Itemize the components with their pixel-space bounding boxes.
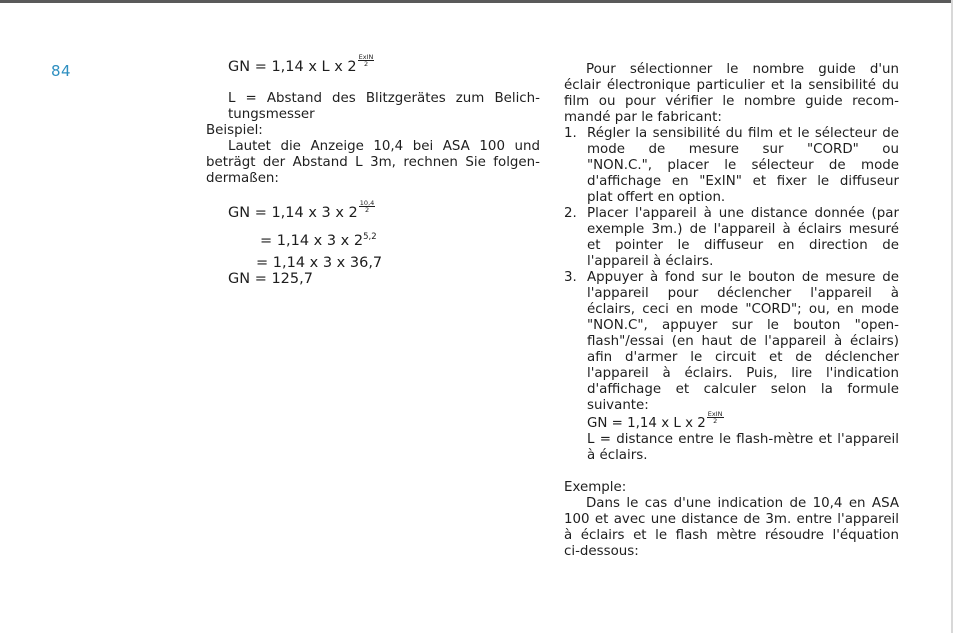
top-border [0, 0, 953, 3]
example-line: Dans le cas d'une indication de 10,4 en ASA [586, 496, 899, 511]
definition-line: tungsmesser [228, 107, 315, 122]
list-item: 2. Placer l'appareil à une distance donnée (par exemple 3m.) de l'appareil à éclairs mesuré et pointer le diffuseur en direction de l'appareil à éclairs. [564, 206, 899, 269]
example-heading: Beispiel: [206, 123, 263, 138]
calc-step-1: GN = 1,14 x 3 x 2 $\frac{10,4}{2}$ [228, 199, 375, 221]
intro-text [564, 62, 899, 126]
example-line: 100 et avec une distance de 3m. entre l'appareil [564, 512, 899, 527]
list-item: 1. Régler la sensibilité du film et le sélecteur de mode de mesure sur "CORD" ou "NON.C.", placer le sélecteur de mode d'affichage en "ExIN" et fixer le diffuseur plat offert en option. [564, 126, 899, 205]
example-text [564, 496, 899, 560]
list-item: 3. Appuyer à fond sur le bouton de mesure de l'appareil pour déclencher l'appareil à éclairs, ceci en mode "CORD"; ou, en mode "NON.C", appuyer sur le bouton "open- flash"/essai (en haut de l'appareil à éclairs) afin d'armer le circuit et de déclencher l'appareil à éclairs. Puis, lire l'indication d'affichage et calculer selon la formule suivante: [564, 270, 899, 413]
intro-line: film ou pour vérifier le nombre guide recom- [564, 94, 899, 109]
calc-step-3: = 1,14 x 3 x 36,7 [256, 255, 383, 271]
formula: GN = 1,14 x L x 2 $\frac{\text{ExIN}}{2}$ [587, 410, 723, 431]
intro-line: éclair électronique particulier et la sensibilité du [564, 78, 899, 93]
formula-exponent: $\frac{\text{ExIN}}{2}$ [358, 53, 374, 68]
formula-exponent: $\frac{\text{ExIN}}{2}$ [707, 410, 723, 425]
formula [228, 53, 540, 75]
formula-lhs: GN = 1,14 x L x 2 [228, 59, 357, 75]
step-number: 1. [564, 126, 577, 141]
example-line: beträgt der Abstand L 3m, rechnen Sie folgen- [206, 155, 540, 170]
example-heading: Exemple: [564, 480, 627, 495]
steps-list [564, 126, 899, 414]
example-text [206, 139, 540, 187]
step-number: 2. [564, 206, 577, 221]
intro-line: Pour sélectionner le nombre guide d'un [586, 62, 899, 77]
calc-step-4: GN = 125,7 [228, 271, 313, 287]
calc-step-2: = 1,14 x 3 x 2$^{5,2}$ [260, 232, 377, 249]
definition-line: L = distance entre le flash-mètre et l'appareil [587, 432, 899, 447]
page-number: 84 [51, 62, 72, 80]
german-column [206, 53, 540, 287]
example-line: ci-dessous: [564, 544, 639, 559]
definition-line: L = Abstand des Blitzgerätes zum Belich- [228, 91, 540, 106]
definition [228, 91, 540, 123]
definition-line: à éclairs. [587, 448, 648, 463]
formula-block [564, 410, 899, 464]
calc-exponent: $\frac{10,4}{2}$ [359, 199, 375, 214]
example-line: Lautet die Anzeige 10,4 bei ASA 100 und [228, 139, 540, 154]
step-number: 3. [564, 270, 577, 285]
french-column [564, 62, 899, 560]
example-line: à éclairs et le flash mètre résoudre l'équation [564, 528, 899, 543]
example-line: dermaßen: [206, 171, 279, 186]
intro-line: mandé par le fabricant: [564, 110, 722, 125]
